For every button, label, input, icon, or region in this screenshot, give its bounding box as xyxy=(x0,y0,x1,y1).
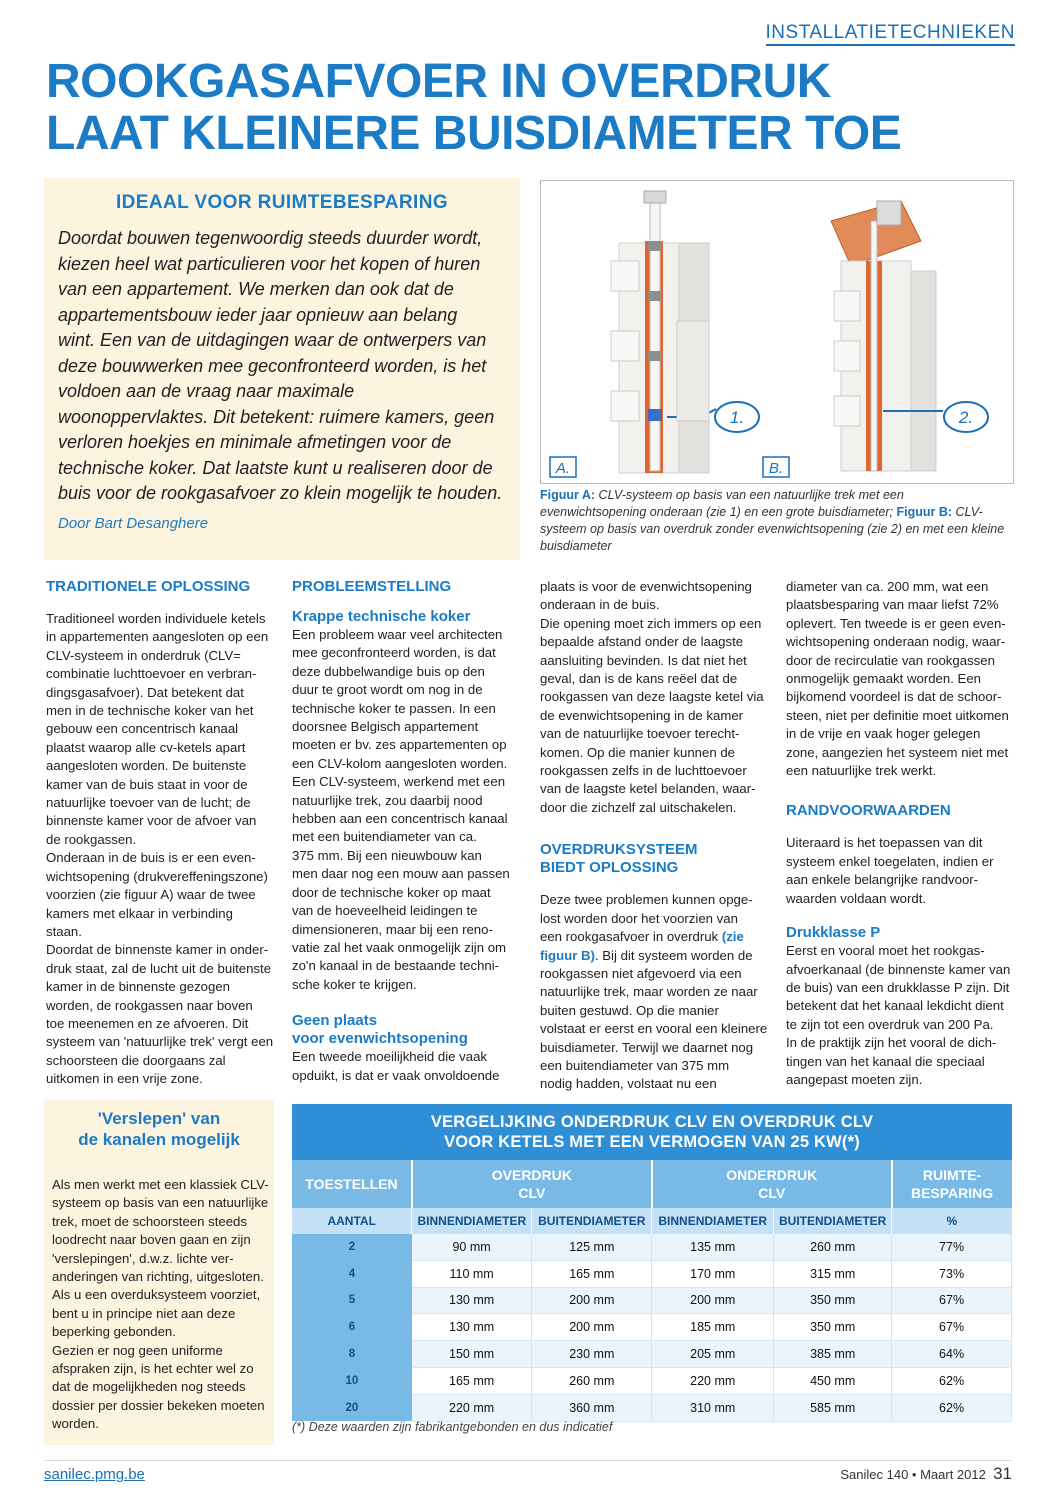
line: te zijn tot een overdruk van 200 Pa. xyxy=(786,1016,994,1032)
cell: 310 mm xyxy=(652,1394,774,1421)
line: hebben aan een concentrisch kanaal xyxy=(292,811,508,827)
building-b xyxy=(831,201,943,471)
cell: 165 mm xyxy=(532,1260,652,1287)
cell: 205 mm xyxy=(652,1341,774,1368)
table-title xyxy=(292,1112,1012,1152)
line: moeten er bv. zes appartementen op xyxy=(292,737,507,753)
table-row xyxy=(292,1260,1012,1287)
caption-b-text: CLV-systeem op basis van overdruk zonder evenwichtsopening (zie 2) en met een kleine buisdiameter xyxy=(540,505,1005,553)
line: buisdiameter. Terwijl we daarnet nog xyxy=(540,1039,754,1055)
line: systeem op basis van een natuurlijke xyxy=(52,1195,269,1211)
figure-label-b: B. xyxy=(768,460,784,477)
line: waarden voldaan wordt. xyxy=(786,890,927,906)
intro-line: buis voor de rookgasafvoer zo klein mogelijk te houden. xyxy=(58,483,503,503)
line: lost worden door het voorzien van xyxy=(540,910,738,926)
cell: 585 mm xyxy=(774,1394,892,1421)
cell: 130 mm xyxy=(412,1287,532,1314)
line: aangepast moeten zijn. xyxy=(786,1071,923,1087)
callout-1: 1. xyxy=(729,408,745,427)
line: CLV-systeem in onderdruk (CLV= xyxy=(46,647,241,663)
cell: 200 mm xyxy=(532,1314,652,1341)
line: in appartementen aangesloten op een xyxy=(46,629,269,645)
line: Eerst en vooral moet het rookgas- xyxy=(786,943,985,959)
line: van de laagste ketel belanden, waar- xyxy=(540,781,756,797)
cell: 260 mm xyxy=(532,1367,652,1394)
cell: 73% xyxy=(892,1260,1012,1287)
line: onderaan in de buis. xyxy=(540,597,660,613)
line: Deze twee problemen kunnen opge- xyxy=(540,892,753,908)
chimney-diagram xyxy=(541,181,1013,483)
line: door die zichzelf zal uitschakelen. xyxy=(540,799,737,815)
column-3 xyxy=(540,578,772,1094)
comparison-table xyxy=(292,1160,1012,1422)
cell-aantal: 20 xyxy=(292,1394,412,1421)
line: steen, niet per definitie moet uitkomen xyxy=(786,707,1009,723)
line: Geen plaats xyxy=(292,1012,378,1030)
line: door de recirculatie van rookgassen xyxy=(786,652,995,668)
line: betekent dat het kanaal lekdicht dient xyxy=(786,998,1004,1014)
line: wichtsopening (drukvereffeningszone) xyxy=(46,868,268,884)
intro-line: appartementsbouw ieder jaar opnieuw aan belang xyxy=(58,304,458,325)
line: een rookgasafvoer in overdruk xyxy=(540,929,719,945)
callout-2: 2. xyxy=(958,408,974,427)
line: opduikt, is dat er vaak onvoldoende xyxy=(292,1067,500,1083)
line: tingen van het kanaal die speciaal xyxy=(786,1053,985,1069)
line: Gezien er nog geen uniforme xyxy=(52,1342,223,1358)
cell: 135 mm xyxy=(652,1234,774,1260)
line: 'verslepingen', d.w.z. lichte ver- xyxy=(52,1250,234,1266)
intro-line: verloren hoekjes en minimale afmetingen voor de xyxy=(58,432,452,452)
cell-aantal: 4 xyxy=(292,1260,412,1287)
line: toe meenemen en ze afvoeren. Dit xyxy=(46,1015,249,1031)
line: sche koker te krijgen. xyxy=(292,976,417,992)
line: Een probleem waar veel architecten xyxy=(292,627,503,642)
line: Onderaan in de buis is er een even- xyxy=(46,850,256,866)
line: kamers met elkaar in verbinding xyxy=(46,905,233,921)
cell: 450 mm xyxy=(774,1367,892,1394)
line: voor evenwichtsopening xyxy=(292,1030,468,1048)
col2-body-1 xyxy=(292,626,524,994)
comparison-table-box xyxy=(292,1104,1012,1416)
headline-line-1: ROOKGASAFVOER IN OVERDRUK xyxy=(46,55,831,108)
cell: 185 mm xyxy=(652,1314,774,1341)
cell: 385 mm xyxy=(774,1341,892,1368)
line: diameter van ca. 200 mm, wat een xyxy=(786,579,989,594)
line: van de natuurlijke toevoer terecht- xyxy=(540,726,740,742)
cell: 350 mm xyxy=(774,1314,892,1341)
headline xyxy=(46,56,1026,160)
header-toestellen: TOESTELLEN xyxy=(292,1160,412,1208)
intro-text xyxy=(58,226,510,507)
table-sub-header-row xyxy=(292,1208,1012,1234)
table-row xyxy=(292,1287,1012,1314)
line: trek, moet de schoorsteen steeds xyxy=(52,1213,247,1229)
line: met een buitendiameter van ca. xyxy=(292,829,477,845)
line: aan enkele belangrijke randvoor- xyxy=(786,872,979,888)
cell: 77% xyxy=(892,1234,1012,1260)
building-a xyxy=(611,191,716,473)
line: dat de mogelijkheden nog steeds xyxy=(52,1379,246,1395)
line: natuurlijke trek, maar worden ze naar xyxy=(540,984,758,1000)
col1-heading: TRADITIONELE OPLOSSING xyxy=(46,578,251,595)
line: nodig hadden, volstaat nu een xyxy=(540,1076,717,1092)
header-onderdruk: ONDERDRUK CLV xyxy=(652,1160,892,1208)
line: dingsgasafvoer). Dat betekent dat xyxy=(46,684,244,700)
line: BIEDT OPLOSSING xyxy=(540,859,679,877)
sidebar-text xyxy=(52,1176,274,1434)
line: zo'n kanaal in de bestaande techni- xyxy=(292,958,500,974)
column-2 xyxy=(292,578,524,1085)
line: deze dubbelwandige buis op den xyxy=(292,663,485,679)
subheader-percent: % xyxy=(892,1208,1012,1234)
caption-b-label: Figuur B: xyxy=(896,505,953,519)
col2-subheading-2 xyxy=(292,1012,524,1048)
cell-aantal: 10 xyxy=(292,1367,412,1394)
col4-body-3 xyxy=(786,942,1014,1089)
line: VERGELIJKING ONDERDRUK CLV EN OVERDRUK CLV xyxy=(430,1113,874,1131)
line: duur te groot wordt om nog in de xyxy=(292,682,483,698)
page-number: 31 xyxy=(993,1464,1012,1483)
line: OVERDRUKSYSTEEM xyxy=(540,841,698,859)
cell: 110 mm xyxy=(412,1260,532,1287)
intro-line: woonoppervlaktes. Dit betekent: ruimere kamers, geen xyxy=(58,406,495,427)
footer-issue xyxy=(840,1464,1012,1484)
line: mee geconfronteerd worden, is dat xyxy=(292,645,496,661)
sidebar-box xyxy=(44,1100,274,1445)
line: VOOR KETELS MET EEN VERMOGEN VAN 25 KW(*) xyxy=(444,1133,860,1151)
footer-site-link[interactable]: sanilec.pmg.be xyxy=(44,1466,145,1483)
col2-body-2 xyxy=(292,1048,524,1085)
column-4 xyxy=(786,578,1014,1089)
line: worden, de rookgassen naar boven xyxy=(46,997,253,1013)
sidebar-title xyxy=(44,1108,274,1150)
line: schoorsteen die doorgaans zal xyxy=(46,1052,226,1068)
cell: 67% xyxy=(892,1287,1012,1314)
cell: 230 mm xyxy=(532,1341,652,1368)
line: dimensioneren, maar bij een reno- xyxy=(292,921,493,937)
line: gebouw een concentrisch kanaal xyxy=(46,721,239,737)
cell: 170 mm xyxy=(652,1260,774,1287)
caption-a-text: CLV-systeem op basis van een natuurlijke trek met een evenwichtsopening onderaan (zie 1) en een grote buisdiameter; xyxy=(540,488,904,519)
line: anderingen van richting, uitgesloten. xyxy=(52,1269,264,1285)
line: Als men werkt met een klassiek CLV- xyxy=(52,1177,269,1192)
line: Die opening moet zich immers op een xyxy=(540,615,762,631)
line: buiten gestuwd. Op die manier xyxy=(540,1002,719,1018)
col3-body-1 xyxy=(540,578,772,817)
cell: 315 mm xyxy=(774,1260,892,1287)
cell: 130 mm xyxy=(412,1314,532,1341)
table-group-header-row xyxy=(292,1160,1012,1208)
line: de evenwichtsopening in de kamer xyxy=(540,707,744,723)
line: systeem enkel toegelaten, indien er xyxy=(786,853,994,869)
line: aangesloten worden. De buitenste xyxy=(46,758,247,774)
line: kamer in de binnenste gezogen xyxy=(46,979,231,995)
line: de buis) van een drukklasse P zijn. Dit xyxy=(786,979,1010,995)
footer-divider xyxy=(44,1460,1012,1461)
col4-body-1 xyxy=(786,578,1014,780)
line: volstaat er eerst en vooral een kleinere xyxy=(540,1021,768,1037)
subheader-binnendiameter: BINNENDIAMETER xyxy=(412,1208,532,1234)
line: systeem van 'natuurlijke trek' vergt een xyxy=(46,1034,274,1050)
line: plaatst waarop alle cv-ketels apart xyxy=(46,739,246,755)
cell: 62% xyxy=(892,1394,1012,1421)
cell: 260 mm xyxy=(774,1234,892,1260)
author: Door Bart Desanghere xyxy=(58,515,209,532)
cell: 64% xyxy=(892,1341,1012,1368)
caption-a-label: Figuur A: xyxy=(540,488,596,502)
line: natuurlijke trek, zou daarbij nood xyxy=(292,792,483,808)
figure-caption xyxy=(540,487,1012,555)
table-row xyxy=(292,1234,1012,1260)
intro-line: deze bouwwerken mee geconfronteerd worden, is het xyxy=(58,355,487,376)
section-tag: INSTALLATIETECHNIEKEN xyxy=(766,22,1015,46)
col2-subheading-1: Krappe technische koker xyxy=(292,608,471,625)
table-row xyxy=(292,1394,1012,1421)
line: oplevert. Ten tweede is er geen even- xyxy=(786,615,1006,631)
line: 375 mm. Bij een nieuwbouw kan xyxy=(292,847,482,863)
cell: 200 mm xyxy=(652,1287,774,1314)
cell: 220 mm xyxy=(412,1394,532,1421)
cell: 350 mm xyxy=(774,1287,892,1314)
header-ruimtebesparing: RUIMTE- BESPARING xyxy=(892,1160,1012,1208)
intro-line: voldoen aan de vraag naar maximale xyxy=(58,381,355,401)
line: zone, aangezien het systeem niet met xyxy=(786,744,1009,760)
cell-aantal: 8 xyxy=(292,1341,412,1368)
figure-label-a: A. xyxy=(555,460,571,477)
line: staan. xyxy=(46,923,82,939)
intro-line: van een appartement. We merken dan ook dat de xyxy=(58,279,454,299)
line: van de hoeveelheid leidingen te xyxy=(292,903,478,919)
table-row xyxy=(292,1341,1012,1368)
line: loodrecht naar boven gaan en zijn xyxy=(52,1232,251,1248)
line: plaats is voor de evenwichtsopening xyxy=(540,579,752,594)
line: een CLV-kolom aangesloten worden. xyxy=(292,755,508,771)
line: 'Verslepen' van xyxy=(97,1109,221,1128)
line: kamer van de buis staat in voor de xyxy=(46,776,248,792)
line: aansluiting bevinden. Is dat niet het xyxy=(540,652,747,668)
intro-line: wint. Een van de uitdagingen waar de ontwerpers van xyxy=(58,330,487,350)
cell-aantal: 6 xyxy=(292,1314,412,1341)
cell: 360 mm xyxy=(532,1394,652,1421)
subheader-buitendiameter: BUITENDIAMETER xyxy=(532,1208,652,1234)
subheader-binnendiameter: BINNENDIAMETER xyxy=(652,1208,774,1234)
line: bepaalde afstand onder de laagste xyxy=(540,634,744,650)
figure-illustration xyxy=(540,180,1014,484)
subheader-buitendiameter: BUITENDIAMETER xyxy=(774,1208,892,1234)
line: Traditioneel worden individuele ketels xyxy=(46,611,266,626)
line: door de technische koker op maat xyxy=(292,884,491,900)
line: natuurlijke toevoer van de lucht; de xyxy=(46,795,251,811)
line: rookgassen van deze laagste ketel via xyxy=(540,689,764,705)
line: rookgassen niet afgevoerd via een xyxy=(540,965,742,981)
cell: 220 mm xyxy=(652,1367,774,1394)
line: bijkomend voordeel is dat de schoor- xyxy=(786,689,1002,705)
line: plaatsbesparing van maar liefst 72% xyxy=(786,597,999,613)
column-1 xyxy=(46,578,278,1089)
line: rookgassen zelfs in de luchttoevoer xyxy=(540,763,747,779)
line: Als u een overduksysteem voorziet, xyxy=(52,1287,261,1303)
cell: 67% xyxy=(892,1314,1012,1341)
line: men daar nog een mouw aan passen xyxy=(292,866,510,882)
subheader-aantal: AANTAL xyxy=(292,1208,412,1234)
cell-aantal: 2 xyxy=(292,1234,412,1260)
cell: 165 mm xyxy=(412,1367,532,1394)
issue-info: Sanilec 140 • Maart 2012 xyxy=(840,1467,986,1482)
line: druk staat, zal de lucht uit de buitenste xyxy=(46,960,272,976)
intro-title: IDEAAL VOOR RUIMTEBESPARING xyxy=(115,192,449,213)
cell: 200 mm xyxy=(532,1287,652,1314)
line: doorsnee Belgisch appartement xyxy=(292,719,479,735)
line: worden. xyxy=(52,1416,99,1432)
line: onmogelijk gemaakt worden. Een xyxy=(786,671,981,687)
line: in de vrije en vaak hoger gelegen xyxy=(786,726,981,742)
line: vatie zal het vaak onmogelijk zijn om xyxy=(292,939,507,955)
header-overdruk: OVERDRUK CLV xyxy=(412,1160,652,1208)
line: afspraken zijn, is het echter wel zo xyxy=(52,1361,254,1377)
intro-box xyxy=(44,178,520,560)
line: bent u in principe niet aan deze xyxy=(52,1305,236,1321)
line: combinatie luchttoevoer en verbran- xyxy=(46,666,257,682)
col4-subheading: Drukklasse P xyxy=(786,924,881,942)
line: Uiteraard is het toepassen van dit xyxy=(786,835,983,851)
line: technische koker te passen. In een xyxy=(292,700,496,716)
col1-body xyxy=(46,610,278,1089)
line: een buitendiameter van 375 mm xyxy=(540,1057,730,1073)
cell-aantal: 5 xyxy=(292,1287,412,1314)
line: wichtsopening onderaan nodig, waar- xyxy=(786,634,1006,650)
line: afvoerkanaal (de binnenste kamer van xyxy=(786,961,1011,977)
line: een natuurlijke trek werkt. xyxy=(786,763,937,779)
table-row xyxy=(292,1367,1012,1394)
cell: 90 mm xyxy=(412,1234,532,1260)
headline-line-2: LAAT KLEINERE BUISDIAMETER TOE xyxy=(46,107,902,160)
col3-heading xyxy=(540,841,772,877)
line: de rookgassen. xyxy=(46,831,137,847)
line: binnenste kamer voor de afvoer van xyxy=(46,813,257,829)
line: geval, dan is de kans reëel dat de xyxy=(540,671,738,687)
line: uitkomen in een vrije zone. xyxy=(46,1071,203,1087)
figure-ref: figuur B) xyxy=(540,947,595,963)
col3-body-2 xyxy=(540,891,772,1093)
col2-heading: PROBLEEMSTELLING xyxy=(292,578,452,595)
line: Doordat de binnenste kamer in onder- xyxy=(46,942,269,958)
line: voorzien (zie figuur A) waar de twee xyxy=(46,887,256,903)
line: dossier per dossier bekeken moeten xyxy=(52,1397,265,1413)
cell: 62% xyxy=(892,1367,1012,1394)
intro-line: technische koker. Dat laatste kunt u realiseren door de xyxy=(58,457,493,478)
line: beperking gebonden. xyxy=(52,1324,176,1340)
line: In de praktijk zijn het vooral de dich- xyxy=(786,1035,997,1051)
intro-line: Doordat bouwen tegenwoordig steeds duurder wordt, xyxy=(58,228,483,248)
line: Een CLV-systeem, werkend met een xyxy=(292,774,506,790)
col4-heading: RANDVOORWAARDEN xyxy=(786,802,951,820)
cell: 125 mm xyxy=(532,1234,652,1260)
figure-ref: (zie xyxy=(721,929,744,945)
line: de kanalen mogelijk xyxy=(78,1130,240,1149)
line: komen. Op die manier kunnen de xyxy=(540,744,735,760)
table-note: (*) Deze waarden zijn fabrikantgebonden en dus indicatief xyxy=(292,1420,613,1434)
cell: 150 mm xyxy=(412,1341,532,1368)
line: men in de technische koker van het xyxy=(46,703,254,719)
col4-body-2 xyxy=(786,834,1014,908)
intro-line: kiezen heel wat particulieren voor het kopen of huren xyxy=(58,253,481,274)
table-row xyxy=(292,1314,1012,1341)
line: . Bij dit systeem worden de xyxy=(594,947,753,963)
line: Een tweede moeilijkheid die vaak xyxy=(292,1049,487,1065)
